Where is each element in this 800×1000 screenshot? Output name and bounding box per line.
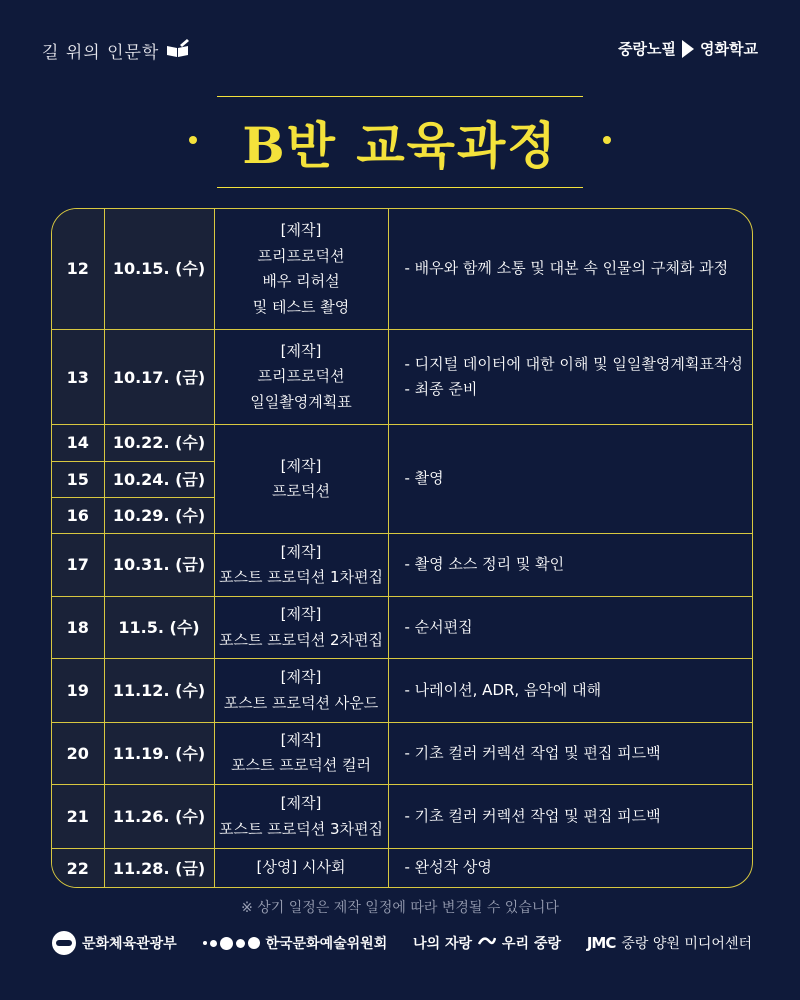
page-title: B반 교육과정 bbox=[242, 116, 558, 175]
session-title-line: 포스트 프로덕션 2차편집 bbox=[219, 630, 383, 649]
session-date: 10.15. (수) bbox=[104, 209, 214, 330]
session-description-line: - 순서편집 bbox=[404, 618, 473, 637]
session-title bbox=[214, 209, 388, 330]
session-description-line: - 완성작 상영 bbox=[404, 858, 492, 877]
session-title-line: [제작] bbox=[280, 456, 322, 475]
session-number: 12 bbox=[52, 209, 104, 330]
session-number: 16 bbox=[52, 497, 104, 533]
session-number: 13 bbox=[52, 330, 104, 425]
session-description-line: - 나레이션, ADR, 음악에 대해 bbox=[404, 680, 602, 699]
logo-ministry bbox=[52, 931, 177, 955]
session-number: 17 bbox=[52, 533, 104, 596]
session-description bbox=[388, 722, 752, 784]
logo-media-mark: JMC bbox=[586, 934, 616, 952]
session-title-line: 일일촬영계획표 bbox=[250, 392, 352, 411]
session-date: 10.31. (금) bbox=[104, 533, 214, 596]
session-number: 19 bbox=[52, 659, 104, 722]
session-description bbox=[388, 784, 752, 848]
session-number: 15 bbox=[52, 461, 104, 497]
top-brand-left bbox=[42, 38, 191, 63]
title-banner bbox=[183, 96, 617, 188]
table-row bbox=[52, 330, 752, 425]
brand-right-b: 영화학교 bbox=[700, 40, 758, 58]
session-title-line: 포스트 프로덕션 1차편집 bbox=[219, 568, 383, 587]
session-title-line: 프리프로덕션 bbox=[257, 367, 345, 386]
session-title bbox=[214, 330, 388, 425]
session-title bbox=[214, 597, 388, 659]
session-date: 10.24. (금) bbox=[104, 461, 214, 497]
session-description-line: - 촬영 소스 정리 및 확인 bbox=[404, 555, 565, 574]
logo-ministry-text: 문화체육관광부 bbox=[82, 936, 177, 952]
table-row bbox=[52, 425, 752, 461]
session-description-line: - 최종 준비 bbox=[404, 380, 478, 399]
session-description-line: - 촬영 bbox=[404, 469, 444, 488]
logo-arts-council-text: 한국문화예술위원회 bbox=[265, 936, 388, 952]
session-date: 10.17. (금) bbox=[104, 330, 214, 425]
session-description bbox=[388, 330, 752, 425]
session-description bbox=[388, 533, 752, 596]
session-title bbox=[214, 533, 388, 596]
title-dot-left bbox=[189, 136, 197, 144]
curriculum-table bbox=[51, 208, 753, 888]
session-title-line: 포스트 프로덕션 컬러 bbox=[231, 756, 371, 775]
brand-right-a: 중랑노필 bbox=[618, 40, 677, 58]
session-date: 11.26. (수) bbox=[104, 784, 214, 848]
session-date: 11.19. (수) bbox=[104, 722, 214, 784]
table-row bbox=[52, 209, 752, 330]
session-number: 22 bbox=[52, 849, 104, 887]
session-description bbox=[388, 659, 752, 722]
session-description-line: - 배우와 함께 소통 및 대본 속 인물의 구체화 과정 bbox=[404, 259, 729, 278]
session-date: 11.12. (수) bbox=[104, 659, 214, 722]
session-description bbox=[388, 209, 752, 330]
session-date: 10.22. (수) bbox=[104, 425, 214, 461]
session-number: 14 bbox=[52, 425, 104, 461]
session-title-line: 포스트 프로덕션 사운드 bbox=[223, 693, 379, 712]
logo-jungnang-a: 나의 자랑 bbox=[413, 936, 473, 952]
table-row bbox=[52, 533, 752, 596]
session-title-line: 및 테스트 촬영 bbox=[252, 297, 350, 316]
logo-media-center-text: 중랑 양원 미디어센터 bbox=[621, 936, 752, 952]
dots-icon bbox=[203, 937, 260, 950]
session-title bbox=[214, 659, 388, 722]
table-row bbox=[52, 722, 752, 784]
session-title bbox=[214, 425, 388, 533]
session-description-line: - 기초 컬러 커렉션 작업 및 편집 피드백 bbox=[404, 743, 661, 762]
session-title-line: [상영] 시사회 bbox=[256, 858, 346, 877]
taegeuk-icon bbox=[52, 931, 76, 955]
session-date: 11.28. (금) bbox=[104, 849, 214, 887]
session-title-line: [제작] bbox=[280, 221, 322, 240]
session-title-line: [제작] bbox=[280, 341, 322, 360]
session-title bbox=[214, 849, 388, 887]
session-number: 21 bbox=[52, 784, 104, 848]
top-brand-right bbox=[618, 38, 758, 59]
schedule-note: ※ 상기 일정은 제작 일정에 따라 변경될 수 있습니다 bbox=[241, 900, 559, 916]
table-row bbox=[52, 659, 752, 722]
swirl-icon bbox=[478, 934, 496, 952]
session-title-line: [제작] bbox=[280, 794, 322, 813]
session-title-line: 포스트 프로덕션 3차편집 bbox=[219, 819, 383, 838]
session-description bbox=[388, 597, 752, 659]
session-title-line: 프리프로덕션 bbox=[257, 246, 345, 265]
session-description bbox=[388, 425, 752, 533]
session-title bbox=[214, 722, 388, 784]
play-icon bbox=[682, 40, 694, 58]
session-description-line: - 디지털 데이터에 대한 이해 및 일일촬영계획표작성 bbox=[404, 354, 743, 373]
logo-arts-council bbox=[203, 933, 388, 953]
session-number: 18 bbox=[52, 597, 104, 659]
session-title bbox=[214, 784, 388, 848]
session-number: 20 bbox=[52, 722, 104, 784]
session-title-line: [제작] bbox=[280, 605, 322, 624]
session-title-line: 배우 리허설 bbox=[262, 272, 340, 291]
session-title-line: [제작] bbox=[280, 730, 322, 749]
table-row bbox=[52, 784, 752, 848]
session-date: 11.5. (수) bbox=[104, 597, 214, 659]
table-row bbox=[52, 597, 752, 659]
title-dot-right bbox=[603, 136, 611, 144]
logo-jungnang bbox=[413, 933, 561, 953]
session-title-line: [제작] bbox=[280, 668, 322, 687]
logo-media-center bbox=[587, 933, 752, 953]
book-pen-icon bbox=[165, 38, 191, 63]
table-row bbox=[52, 849, 752, 887]
session-date: 10.29. (수) bbox=[104, 497, 214, 533]
footer-logos bbox=[52, 928, 752, 958]
session-description bbox=[388, 849, 752, 887]
session-title-line: 프로덕션 bbox=[272, 482, 330, 501]
logo-jungnang-b: 우리 중랑 bbox=[502, 936, 562, 952]
session-description-line: - 기초 컬러 커렉션 작업 및 편집 피드백 bbox=[404, 806, 661, 825]
brand-left-text: 길 위의 인문학 bbox=[42, 43, 160, 63]
session-title-line: [제작] bbox=[280, 542, 322, 561]
